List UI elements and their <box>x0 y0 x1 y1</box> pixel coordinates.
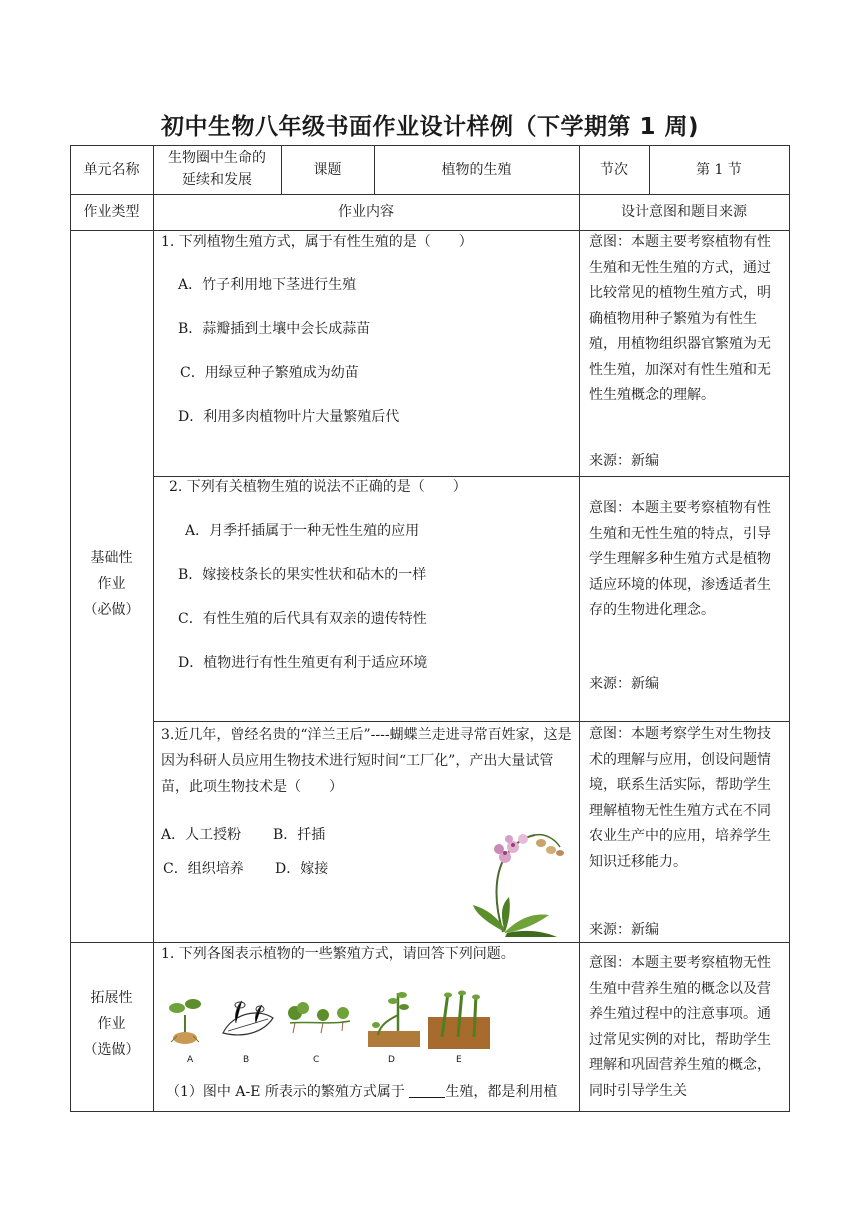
extended-q1-sub1-after: 生殖，都是利用植 <box>445 1084 558 1100</box>
basic-q2-intent: 意图：本题主要考察植物有性生殖和无性生殖的特点，引导学生理解多种生殖方式是植物适应环境的体现，渗透适者生存的生物进化理念。 <box>589 500 771 618</box>
homework-table <box>70 145 790 1112</box>
intent-label: 设计意图和题目来源 <box>621 204 747 220</box>
orchid-illustration <box>465 817 575 937</box>
basic-q3-intent: 意图：本题考察学生对生物技术的理解与应用，创设问题情境，联系生活实际，帮助学生理解植物无性生殖方式在不同农业生产中的应用，培养学生知识迁移能力。 <box>589 726 771 870</box>
basic-q1-option-c: C．用绿豆种子繁殖成为幼苗 <box>180 365 359 381</box>
extended-label-line3: （选做） <box>83 1042 140 1058</box>
extended-homework-label <box>70 985 153 1063</box>
basic-q2-option-c: C．有性生殖的后代具有双亲的遗传特性 <box>178 611 427 627</box>
unit-name-label: 单元名称 <box>83 161 140 178</box>
basic-q1-intent: 意图：本题主要考察植物有性生殖和无性生殖的方式，通过比较常见的植物生殖方式，明确植物用种子繁殖为有性生殖，用植物组织器官繁殖为无性生殖，加深对有性生殖和无性生殖概念的理解。 <box>589 234 771 403</box>
figure-label-c: C <box>313 1055 320 1065</box>
basic-label-line1: 基础性 <box>90 550 133 566</box>
type-label: 作业类型 <box>83 204 140 220</box>
unit-name-value <box>153 147 281 193</box>
basic-homework-label <box>70 545 153 623</box>
basic-label-line2: 作业 <box>97 576 126 592</box>
basic-q3-source: 来源：新编 <box>589 922 659 938</box>
basic-q3-option-a: A．人工授粉 <box>161 827 242 843</box>
basic-q3-option-c: C．组织培养 <box>163 861 244 877</box>
basic-q2-stem: 2. 下列有关植物生殖的说法不正确的是（ ） <box>169 479 467 495</box>
figure-e-cuttings <box>428 987 490 1049</box>
topic-label: 课题 <box>313 161 342 178</box>
period-label: 节次 <box>600 161 628 178</box>
extended-q1-intent: 意图：本题主要考察植物无性生殖中营养生殖的概念以及营养生殖过程中的注意事项。通过常见实例的对比，帮助学生理解和巩固营养生殖的概念，同时引导学生关 <box>589 955 771 1099</box>
basic-q2-option-b: B．嫁接枝条长的果实性状和砧木的一样 <box>178 567 427 583</box>
basic-q1-option-d: D．利用多肉植物叶片大量繁殖后代 <box>178 409 400 425</box>
figure-label-e: E <box>456 1055 462 1065</box>
basic-q1-option-b: B．蒜瓣插到土壤中会长成蒜苗 <box>178 321 371 337</box>
figure-label-a: A <box>187 1055 194 1065</box>
figure-label-d: D <box>388 1055 395 1065</box>
unit-name-line1: 生物圈中生命的 <box>168 150 266 166</box>
basic-q3-stem: 3.近几年，曾经名贵的“洋兰王后”----蝴蝶兰走进寻常百姓家，这是因为科研人员应用生物技术进行短时间“工厂化”，产出大量试管苗，此项生物技术是（ ） <box>161 727 572 795</box>
extended-label-line2: 作业 <box>97 1016 126 1032</box>
extended-q1-stem: 1. 下列各图表示植物的一些繁殖方式，请回答下列问题。 <box>161 946 515 962</box>
basic-q3-option-d: D．嫁接 <box>275 861 329 877</box>
figure-c-runner <box>285 993 355 1043</box>
extended-q1-sub1-before: （1）图中 A-E 所表示的繁殖方式属于 <box>166 1084 405 1100</box>
figure-label-b: B <box>243 1055 250 1065</box>
content-label: 作业内容 <box>338 204 394 220</box>
document-title: 初中生物八年级书面作业设计样例（下学期第 1 周) <box>160 114 700 140</box>
period-value: 第 1 节 <box>696 161 742 178</box>
basic-q3-option-b: B．扦插 <box>273 827 326 843</box>
figure-a-plant <box>165 990 205 1045</box>
basic-q1-option-a: A．竹子利用地下茎进行生殖 <box>178 277 357 293</box>
answer-blank[interactable] <box>409 1083 445 1098</box>
basic-q2-source: 来源：新编 <box>589 676 659 692</box>
basic-q2-option-d: D．植物进行有性生殖更有利于适应环境 <box>178 655 428 671</box>
figure-d-layering <box>368 985 420 1047</box>
basic-q1-stem: 1. 下列植物生殖方式，属于有性生殖的是（ ） <box>161 234 473 250</box>
basic-q1-source: 来源：新编 <box>589 453 659 469</box>
topic-value: 植物的生殖 <box>441 161 512 178</box>
basic-label-line3: （必做） <box>83 602 140 618</box>
extended-q1-sub1 <box>166 1081 557 1103</box>
extended-label-line1: 拓展性 <box>90 990 133 1006</box>
basic-q2-option-a: A．月季扦插属于一种无性生殖的应用 <box>185 523 420 539</box>
unit-name-line2: 延续和发展 <box>182 172 252 188</box>
figure-b-leaf <box>218 993 278 1043</box>
